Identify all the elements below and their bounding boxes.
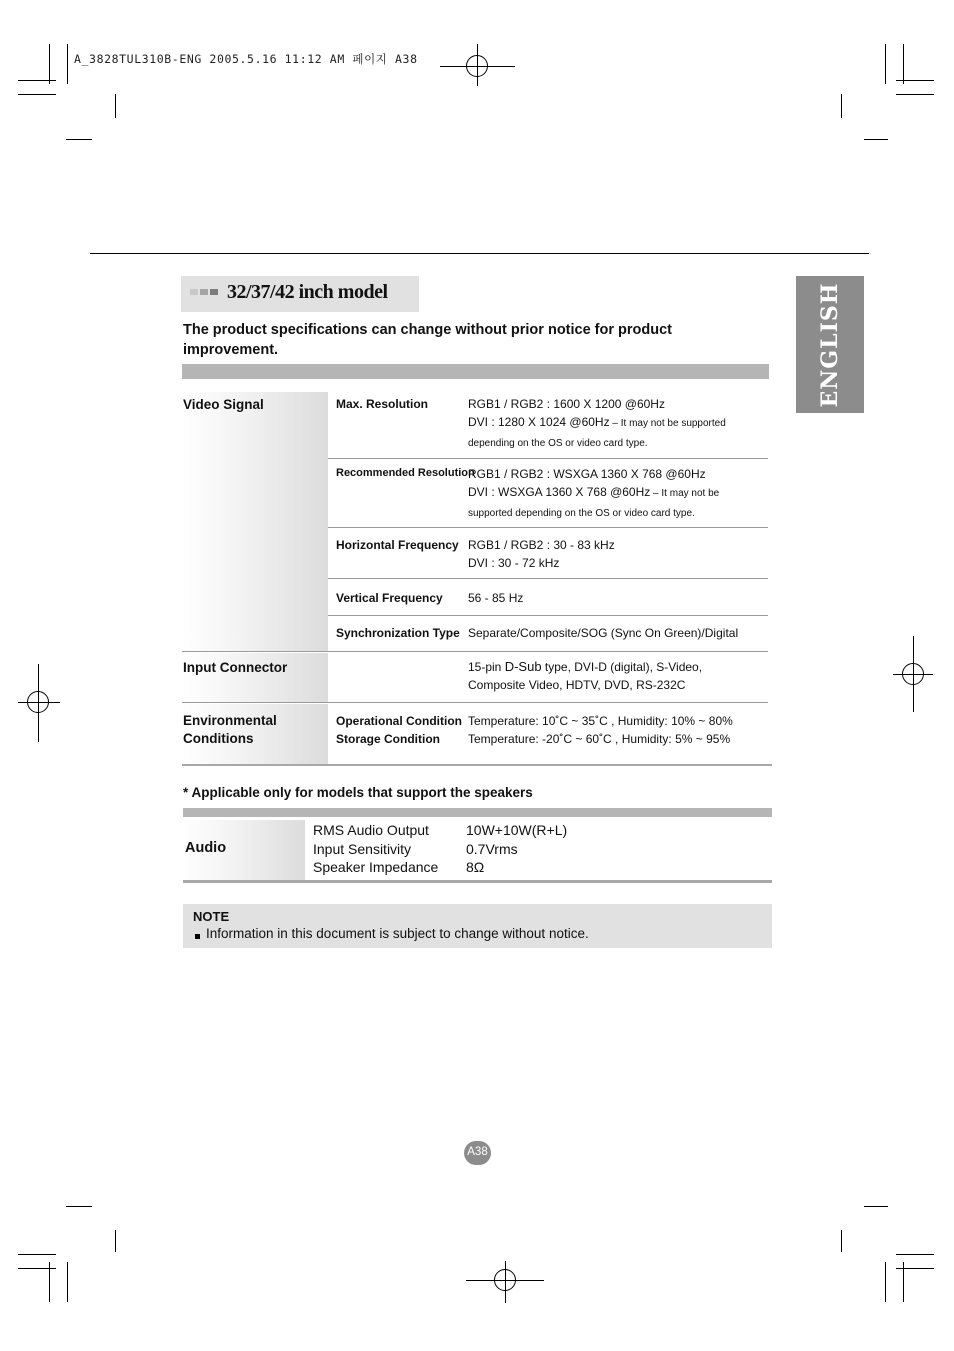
row-divider <box>182 651 768 652</box>
table-bottom-rule <box>182 764 772 766</box>
title-square-icon <box>210 289 218 295</box>
row-divider <box>328 458 768 459</box>
intro-text: The product specifications can change without prior notice for product improvement. <box>183 322 673 358</box>
row-divider <box>328 578 768 579</box>
row-divider <box>182 702 768 703</box>
spec-value: RGB1 / RGB2 : WSXGA 1360 X 768 @60Hz DVI : WSXGA 1360 X 768 @60Hz – It may not be supported depending on the OS or video card type. <box>468 467 720 519</box>
category-audio: Audio <box>185 840 227 856</box>
spec-value: 15-pin D-Sub type, DVI-D (digital), S-Video, Composite Video, HDTV, DVD, RS-232C <box>468 659 703 692</box>
language-tab <box>796 276 864 413</box>
category-video-signal: Video Signal <box>183 397 264 412</box>
category-environmental: Environmental Conditions <box>183 713 277 746</box>
title-square-icon <box>190 289 198 295</box>
spec-label: Vertical Frequency <box>336 591 443 605</box>
spec-label: Storage Condition <box>336 732 440 746</box>
audio-spec-value: 10W+10W(R+L) <box>466 822 568 838</box>
header-rule <box>90 253 869 254</box>
spec-label: Max. Resolution <box>336 397 429 411</box>
section-title: 32/37/42 inch model <box>227 281 388 303</box>
spec-label: Recommended Resolution <box>336 467 475 479</box>
note-title: NOTE <box>193 909 230 924</box>
category-shade <box>182 392 328 651</box>
row-divider <box>328 527 768 528</box>
spec-value: RGB1 / RGB2 : 30 - 83 kHz DVI : 30 - 72 kHz <box>468 538 615 570</box>
audio-header-bar <box>183 808 772 817</box>
spec-value: Separate/Composite/SOG (Sync On Green)/Digital <box>468 626 739 640</box>
spec-value: 56 - 85 Hz <box>468 591 524 605</box>
audio-spec-value: 0.7Vrms <box>466 841 518 857</box>
audio-bottom-rule <box>183 880 772 883</box>
section-title-box <box>181 276 419 312</box>
audio-spec-name: Speaker Impedance <box>313 859 439 875</box>
spec-value: Temperature: 10˚C ~ 35˚C , Humidity: 10% ~ 80% <box>468 714 733 728</box>
spec-label: Synchronization Type <box>336 626 460 640</box>
language-tab-label: ENGLISH <box>817 281 843 408</box>
page-number: A38 <box>467 1146 488 1158</box>
audio-spec-name: RMS Audio Output <box>313 822 429 838</box>
spec-value: Temperature: -20˚C ~ 60˚C , Humidity: 5% ~ 95% <box>468 732 731 746</box>
category-input-connector: Input Connector <box>183 660 288 675</box>
speaker-footnote: * Applicable only for models that support the speakers <box>183 785 533 800</box>
title-square-icon <box>200 289 208 295</box>
spec-label: Operational Condition <box>336 714 462 728</box>
page-number-badge <box>464 1141 491 1165</box>
note-text: Information in this document is subject to change without notice. <box>206 926 589 941</box>
table-header-bar <box>182 364 769 379</box>
spec-value: RGB1 / RGB2 : 1600 X 1200 @60Hz DVI : 1280 X 1024 @60Hz – It may not be supported depending on the OS or video card type. <box>468 397 726 449</box>
print-slug: A_3828TUL310B-ENG 2005.5.16 11:12 AM 페이지 A38 <box>74 52 418 66</box>
audio-spec-name: Input Sensitivity <box>313 841 412 857</box>
spec-label: Horizontal Frequency <box>336 538 459 552</box>
note-box <box>183 904 772 948</box>
bullet-icon <box>195 934 200 939</box>
audio-spec-value: 8Ω <box>466 859 485 875</box>
row-divider <box>328 615 768 616</box>
